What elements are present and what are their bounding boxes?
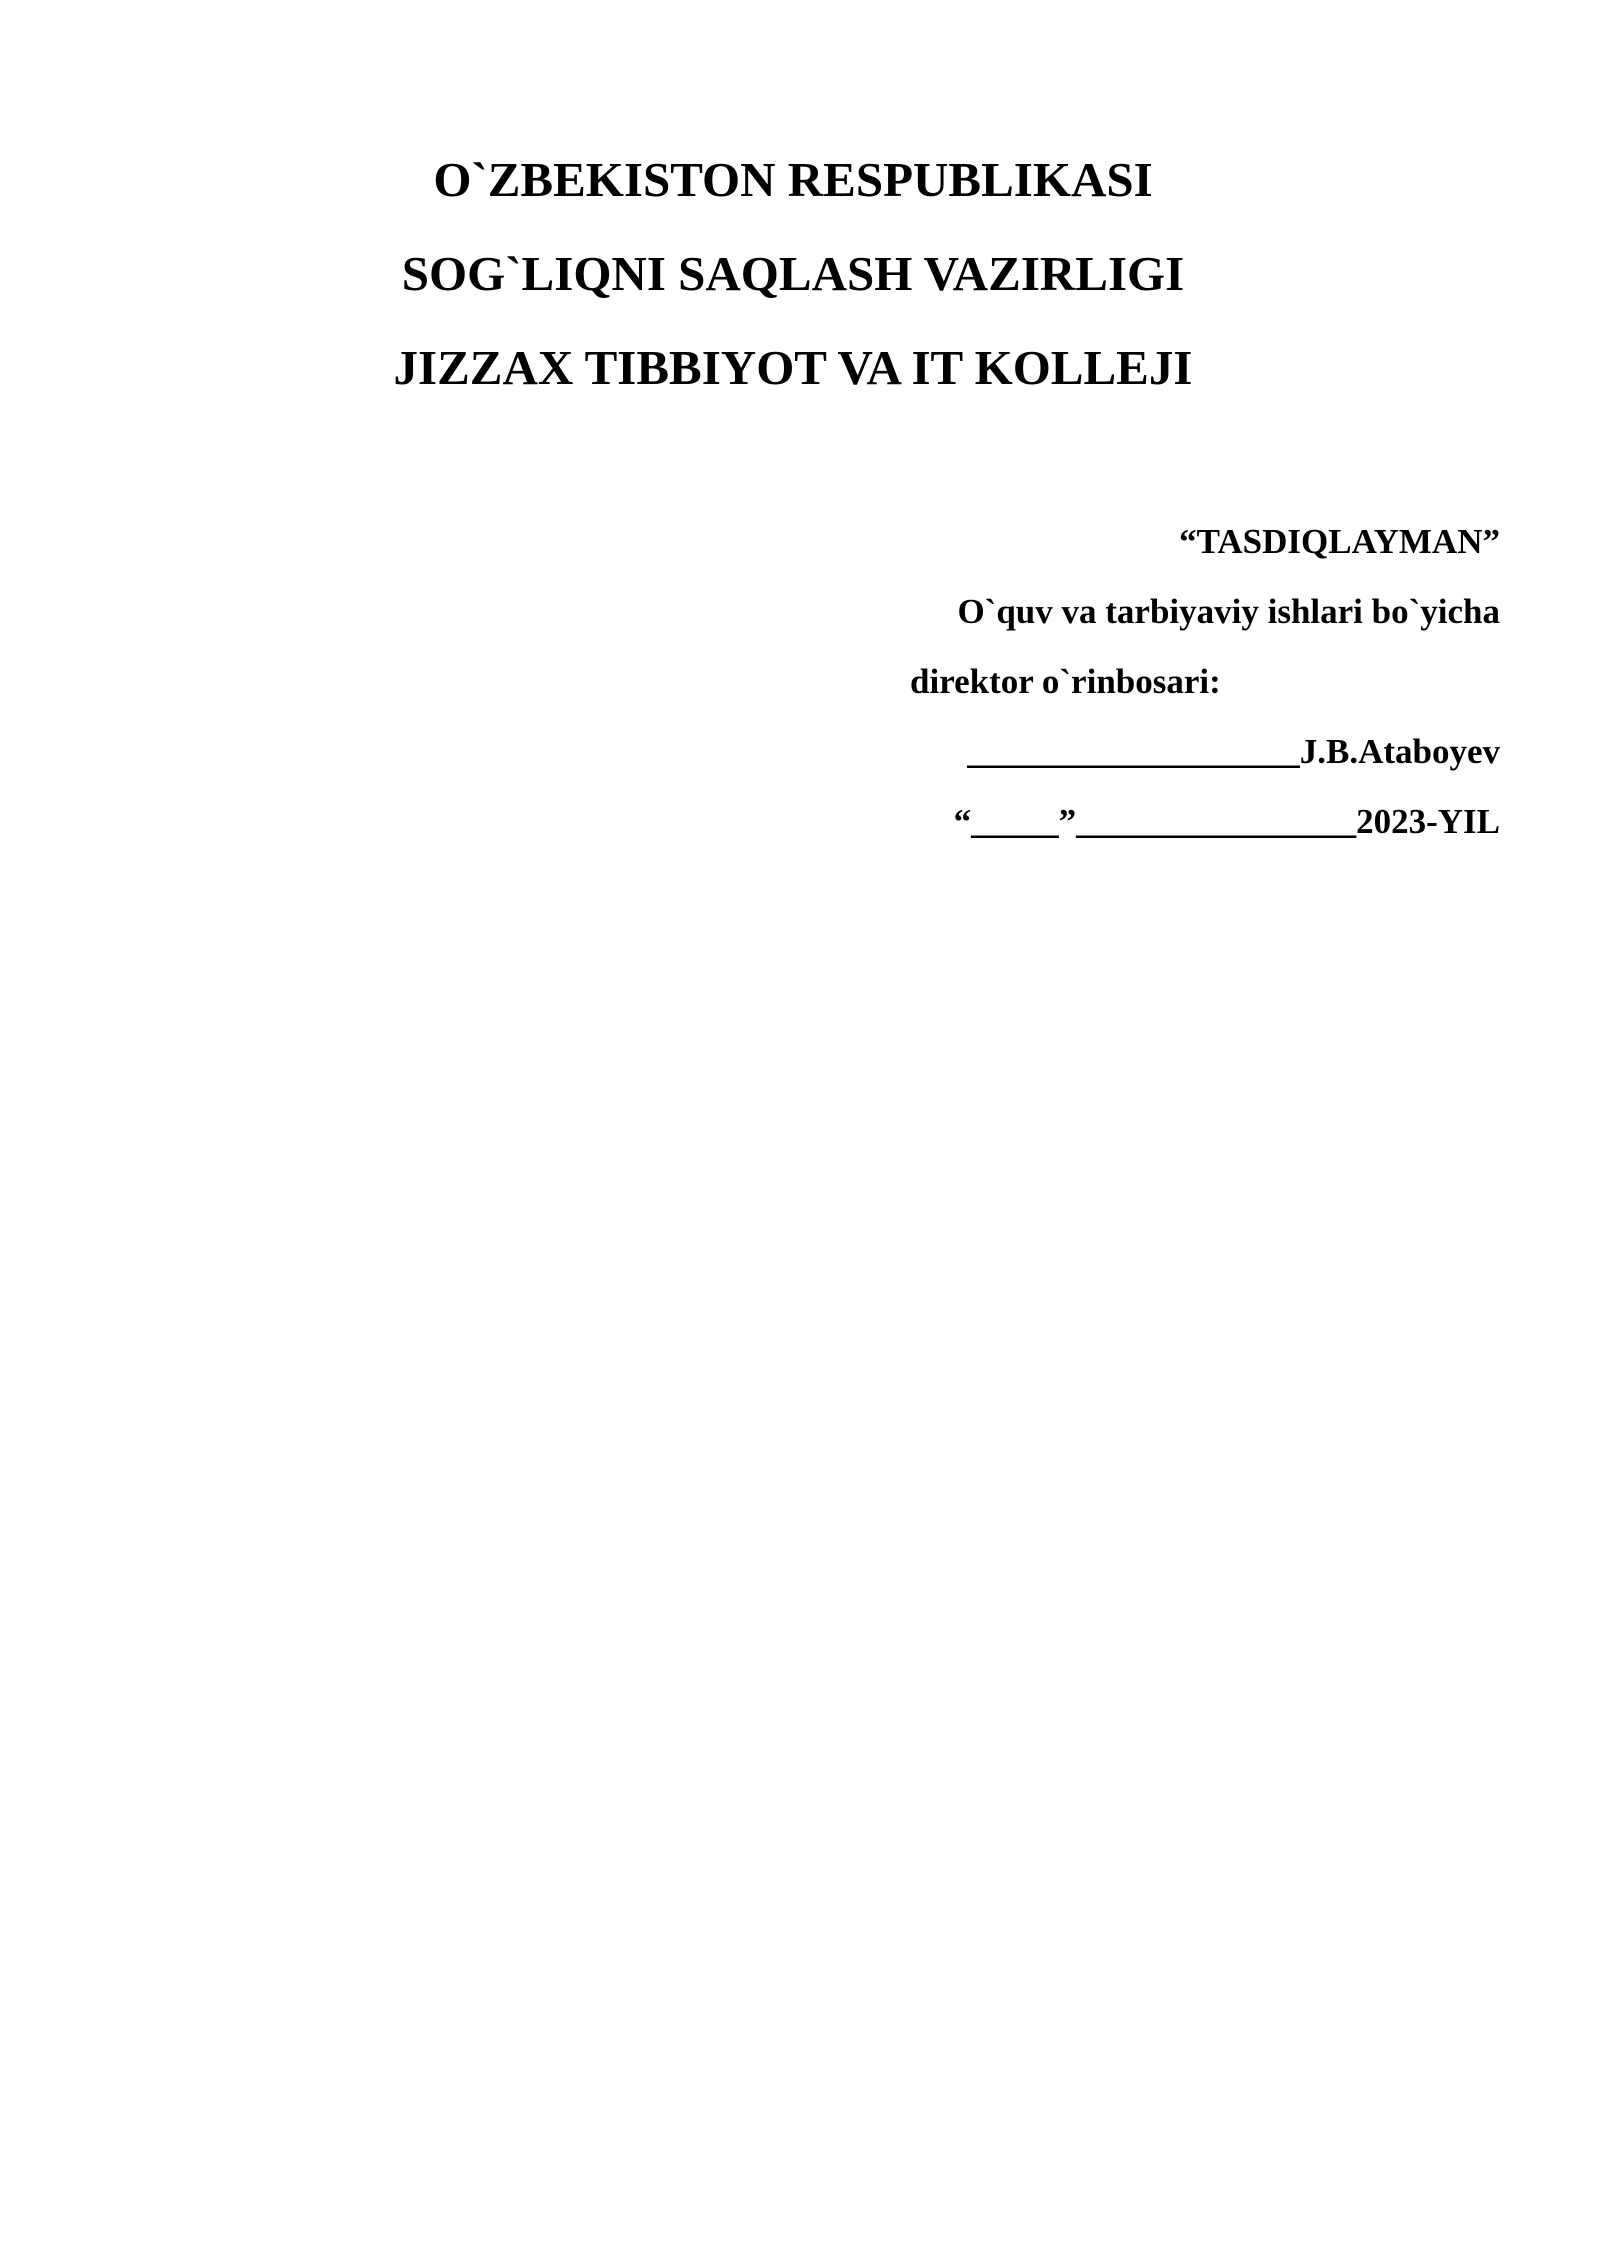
header-ministry: SOG`LIQNI SAQLASH VAZIRLIGI: [401, 246, 1185, 301]
approval-title: “TASDIQLAYMAN”: [1179, 522, 1500, 561]
approval-position-line2: direktor o`rinbosari:: [910, 662, 1221, 701]
approval-block: [880, 520, 1500, 880]
approval-date-line: “_____”________________2023-YIL: [953, 802, 1500, 841]
approval-position-line1: O`quv va tarbiyaviy ishlari bo`yicha: [957, 592, 1500, 631]
header-college: JIZZAX TIBBIYOT VA IT KOLLEJI: [393, 340, 1193, 395]
approval-signature-line: ___________________J.B.Ataboyev: [967, 732, 1500, 771]
header-country: O`ZBEKISTON RESPUBLIKASI: [433, 152, 1153, 207]
